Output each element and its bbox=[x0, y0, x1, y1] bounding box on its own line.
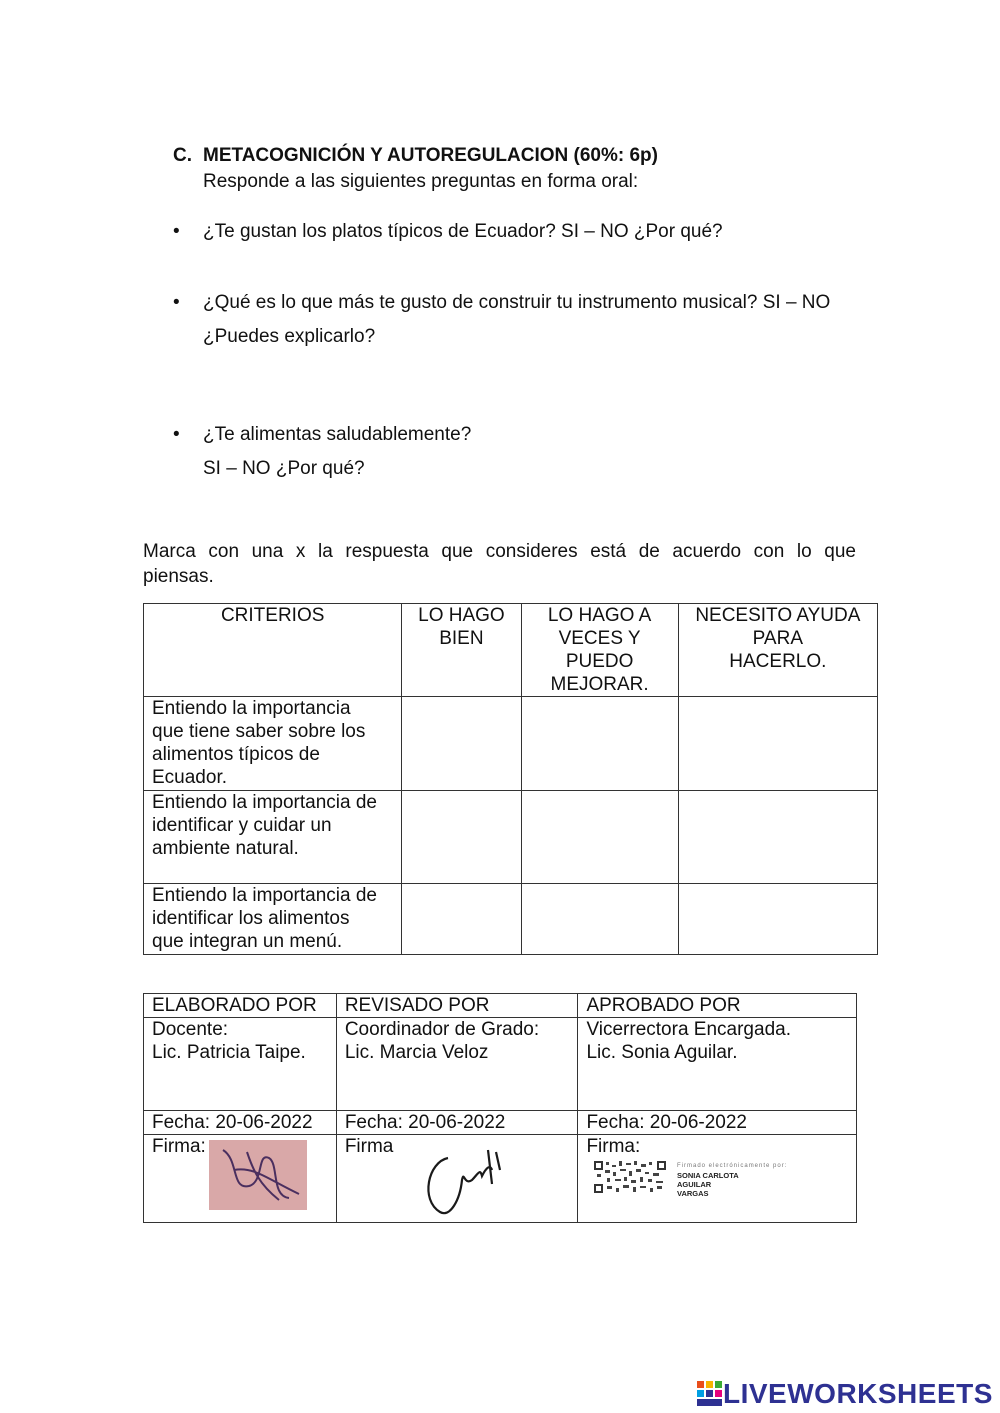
electronic-signature-text bbox=[677, 1160, 787, 1198]
role-cell: Coordinador de Grado: Lic. Marcia Veloz bbox=[336, 1018, 578, 1111]
header-necesito-ayuda: NECESITO AYUDA PARA HACERLO. bbox=[678, 604, 877, 697]
esig-name-line: VARGAS bbox=[677, 1189, 709, 1198]
bullet-icon: • bbox=[173, 424, 180, 445]
date-cell: Fecha: 20-06-2022 bbox=[578, 1111, 857, 1135]
role-cell: Docente: Lic. Patricia Taipe. bbox=[144, 1018, 337, 1111]
liveworksheets-logo-icon bbox=[697, 1381, 723, 1407]
header-criterios: CRITERIOS bbox=[144, 604, 402, 697]
answer-cell-ayuda[interactable] bbox=[678, 791, 877, 884]
criterion-cell: Entiendo la importancia de identificar los alimentos que integran un menú. bbox=[144, 884, 402, 955]
answer-cell-bien[interactable] bbox=[402, 884, 521, 955]
section-subtitle: Responde a las siguientes preguntas en forma oral: bbox=[203, 171, 639, 192]
handwritten-signature-icon bbox=[209, 1140, 307, 1210]
esig-name-line: AGUILAR bbox=[677, 1180, 712, 1189]
role-cell: Vicerrectora Encargada. Lic. Sonia Aguilar. bbox=[578, 1018, 857, 1111]
header-revisado: REVISADO POR bbox=[336, 994, 578, 1018]
answer-cell-ayuda[interactable] bbox=[678, 884, 877, 955]
table-row bbox=[144, 791, 878, 884]
criterion-cell: Entiendo la importancia que tiene saber sobre los alimentos típicos de Ecuador. bbox=[144, 697, 402, 791]
dates-row bbox=[144, 1111, 857, 1135]
question-text: ¿Te gustan los platos típicos de Ecuador? SI – NO ¿Por qué? bbox=[203, 221, 723, 242]
instruction-text bbox=[143, 539, 856, 589]
header-lo-hago-a-veces: LO HAGO A VECES Y PUEDO MEJORAR. bbox=[521, 604, 678, 697]
section-heading bbox=[173, 145, 658, 167]
header-lo-hago-bien: LO HAGO BIEN bbox=[402, 604, 521, 697]
qr-code-icon bbox=[593, 1160, 667, 1194]
signature-cell: Firma bbox=[336, 1135, 578, 1223]
liveworksheets-logo bbox=[697, 1377, 993, 1411]
table-row bbox=[144, 884, 878, 955]
bullet-icon: • bbox=[173, 221, 180, 242]
answer-cell-a-veces[interactable] bbox=[521, 791, 678, 884]
section-letter: C. bbox=[173, 145, 192, 166]
date-cell: Fecha: 20-06-2022 bbox=[144, 1111, 337, 1135]
question-text: ¿Qué es lo que más te gusto de construir tu instrumento musical? SI – NO bbox=[203, 292, 831, 313]
criteria-table bbox=[143, 603, 878, 955]
instruction-line: Marca con una x la respuesta que consideres está de acuerdo con lo que bbox=[143, 541, 856, 562]
roles-row bbox=[144, 1018, 857, 1111]
bullet-icon: • bbox=[173, 292, 180, 313]
header-elaborado: ELABORADO POR bbox=[144, 994, 337, 1018]
logo-text: LIVEWORKSHEETS bbox=[723, 1378, 993, 1409]
answer-cell-bien[interactable] bbox=[402, 791, 521, 884]
instruction-line: piensas. bbox=[143, 566, 214, 587]
handwritten-signature-icon bbox=[420, 1140, 510, 1220]
question-text: ¿Te alimentas saludablemente? bbox=[203, 424, 472, 445]
signature-cell: Firma: bbox=[578, 1135, 857, 1223]
criteria-header-row bbox=[144, 604, 878, 697]
question-text-continued: ¿Puedes explicarlo? bbox=[203, 326, 376, 347]
signature-cell: Firma: bbox=[144, 1135, 337, 1223]
esig-caption: Firmado electrónicamente por: bbox=[677, 1163, 788, 1169]
question-text-continued: SI – NO ¿Por qué? bbox=[203, 458, 365, 479]
answer-cell-ayuda[interactable] bbox=[678, 697, 877, 791]
header-aprobado: APROBADO POR bbox=[578, 994, 857, 1018]
answer-cell-a-veces[interactable] bbox=[521, 697, 678, 791]
stamp-signature-image bbox=[209, 1140, 307, 1210]
esig-name-line: SONIA CARLOTA bbox=[677, 1171, 739, 1180]
answer-cell-a-veces[interactable] bbox=[521, 884, 678, 955]
criterion-cell: Entiendo la importancia de identificar y cuidar un ambiente natural. bbox=[144, 791, 402, 884]
section-title: METACOGNICIÓN Y AUTOREGULACION (60%: 6p) bbox=[203, 145, 658, 166]
table-row bbox=[144, 697, 878, 791]
signature-header-row bbox=[144, 994, 857, 1018]
date-cell: Fecha: 20-06-2022 bbox=[336, 1111, 578, 1135]
answer-cell-bien[interactable] bbox=[402, 697, 521, 791]
